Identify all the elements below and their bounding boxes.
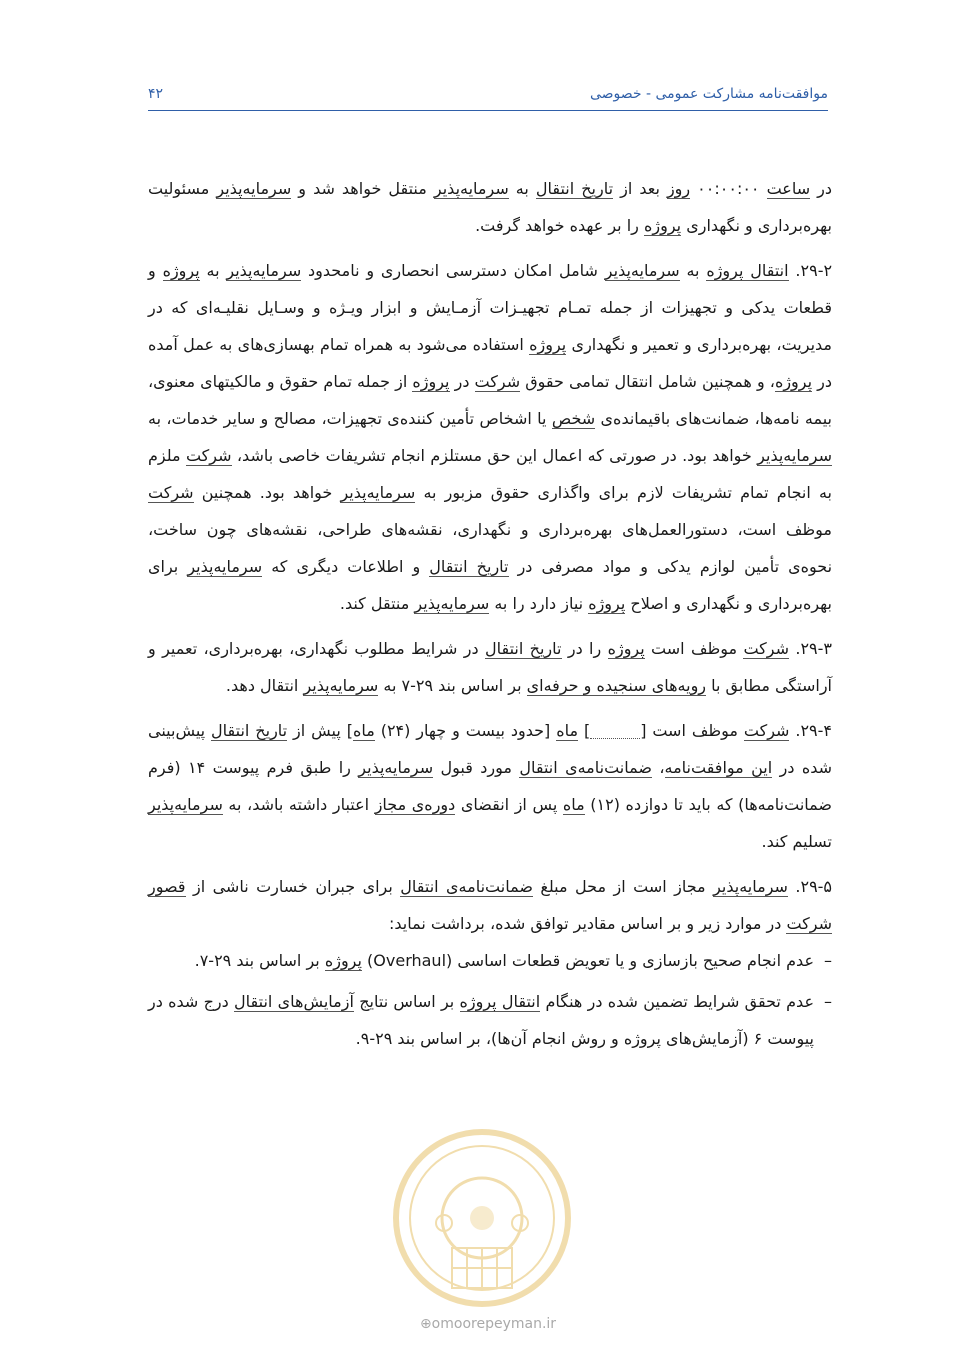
globe-icon: ⊕ [419, 1316, 432, 1332]
term-link: ماه [562, 795, 585, 814]
term-link: شرکت [185, 446, 232, 465]
intro-paragraph: در ساعت ۰۰:۰۰:۰۰ روز بعد از تاریخ انتقال به سرمایه‌پذیر منتقل خواهد شد و سرمایه‌پذیر مسئولیت بهره‌برداری و نگهداری پروژه را بر عهده خواهد گرفت. [148, 179, 833, 235]
term-link: پروژه [162, 261, 200, 280]
term-link: تاریخ انتقال [484, 639, 562, 658]
list-item: – عدم تحقق شرایط تضمین شده در هنگام انتقال پروژه بر اساس نتایج آزمایش‌های انتقال درج شده در پیوست ۶ (آزمایش‌های پروژه و روش انجام آن‌ها)، بر اساس بند ۲۹-۹. [148, 983, 832, 1057]
header-title: موافقت‌نامه مشارکت عمومی - خصوصی [589, 86, 828, 102]
term-link: رویه‌های سنجیده و حرفه‌ای [526, 676, 707, 695]
dash-bullet: – [824, 992, 832, 1011]
term-link: قصور شرکت [148, 877, 832, 933]
term-link: سرمایه‌پذیر [226, 261, 302, 280]
term-link: روز [666, 179, 691, 198]
watermark-seal-icon [392, 1128, 572, 1308]
bullet-list [148, 942, 832, 1057]
term-link: دوره‌ی مجاز [374, 795, 456, 814]
term-link: انتقال پروژه [459, 992, 541, 1011]
term-link: سرمایه‌پذیر [303, 676, 379, 695]
list-item: – عدم انجام صحیح بازسازی و یا تعویض قطعات اساسی (Overhaul) پروژه بر اساس بند ۲۹-۷. [148, 942, 832, 979]
term-link: شرکت [743, 721, 790, 740]
term-link: پروژه [529, 335, 567, 354]
watermark-site-url: ⊕omoorepeyman.ir [419, 1316, 557, 1332]
term-link: سرمایه‌پذیر [433, 179, 509, 198]
term-link: سرمایه‌پذیر [358, 758, 434, 777]
term-link: سرمایه‌پذیر [604, 261, 680, 280]
term-link: سرمایه‌پذیر [216, 179, 292, 198]
clause-29-2: ۲۹-۲. انتقال پروژه به سرمایه‌پذیر شامل امکان دسترسی انحصاری و نامحدود سرمایه‌پذیر به پروژه و قطعات یدکی و تجهیزات از جمله تمـام تجهیـزات آزمـایش و ابزار ویـژه و وسـایل نقلیـه‌ای که در مدیریت، بهره‌برداری و تعمیر و نگهداری پروژه استفاده می‌شود به همراه تمام بهسازی‌های به عمل آمده در پروژه، و همچنین شامل انتقال تمامی حقوق شرکت در پروژه از جمله تمام حقوق و مالکیتهای معنوی، بیمه نامه‌ها، ضمانت‌های باقیمانده‌ی شخص یا اشخاص تأمین کننده‌ی تجهیزات، مصالح و سایر خدمات، به سرمایه‌پذیر خواهد بود. در صورتی که اعمال این حق مستلزم انجام تشریفات خاصی باشد، شرکت ملزم به انجام تمام تشریفات لازم برای واگذاری حقوق مزبور به سرمایه‌پذیر خواهد بود. همچنین شرکت موظف است، دستورالعمل‌های بهره‌برداری و نگهداری، نقشه‌های طراحی، نقشه‌های چون ساخت، نحوه‌ی تأمین لوازم یدکی و مواد مصرفی در تاریخ انتقال و اطلاعات دیگری که سرمایه‌پذیر برای بهره‌برداری و نگهداری و اصلاح پروژه نیاز دارد را به سرمایه‌پذیر منتقل کند. [148, 261, 833, 613]
term-link: تاریخ انتقال [211, 721, 288, 740]
page-header [148, 84, 828, 111]
term-link: انتقال پروژه [706, 261, 789, 280]
clause-number: ۲۹-۳. [789, 639, 833, 658]
term-link: آزمایش‌های انتقال [234, 992, 354, 1011]
clause-29-4: ۲۹-۴. شرکت موظف است [] ماه [حدود بیست و چهار (۲۴) ماه] پیش از تاریخ انتقال پیش‌بینی شده در این موافقت‌نامه، ضمانت‌نامه‌ی انتقال مورد قبول سرمایه‌پذیر را طبق فرم پیوست ۱۴ (فرم ضمانت‌نامه‌ها) که باید تا دوازده (۱۲) ماه پس از انقضای دوره‌ی مجاز اعتبار داشته باشد، به سرمایه‌پذیر تسلیم کند. [148, 721, 833, 851]
term-link: پروژه [774, 372, 813, 391]
term-link: شرکت [743, 639, 790, 658]
document-body [148, 170, 832, 1061]
term-link: ماه [352, 721, 375, 740]
term-link: شرکت [148, 483, 194, 502]
clause-number: ۲۹-۴. [789, 721, 832, 740]
clause-number: ۲۹-۵. [787, 877, 833, 896]
term-link: سرمایه‌پذیر [414, 594, 490, 613]
term-link: سرمایه‌پذیر [713, 877, 788, 896]
clause-number: ۲۹-۲. [788, 261, 833, 280]
term-link: ماه [556, 721, 579, 740]
term-link: شرکت [474, 372, 521, 391]
term-link: این موافقت‌نامه [664, 758, 773, 777]
clause-29-5: ۲۹-۵. سرمایه‌پذیر مجاز است از محل مبلغ ضمانت‌نامه‌ی انتقال برای جبران خسارت ناشی از قصور شرکت در موارد زیر و بر اساس مقادیر توافق شده، برداشت نماید: [148, 877, 833, 933]
term-link: سرمایه‌پذیر [340, 483, 416, 502]
page-number: ۴۲ [148, 86, 164, 102]
dash-bullet: – [824, 951, 832, 970]
blank-field [590, 724, 640, 739]
term-link: پروژه [324, 951, 362, 970]
term-link: سرمایه‌پذیر [757, 446, 832, 465]
term-link: سرمایه‌پذیر [148, 795, 223, 814]
term-link: تاریخ انتقال [535, 179, 614, 198]
term-link: پروژه [588, 594, 626, 613]
term-link: ضمانت‌نامه‌ی انتقال [519, 758, 652, 777]
term-link: پروژه [607, 639, 645, 658]
term-link: شخص [551, 409, 596, 428]
term-link: پروژه [412, 372, 450, 391]
clause-29-3: ۲۹-۳. شرکت موظف است پروژه را در تاریخ انتقال در شرایط مطلوب نگهداری، بهره‌برداری، تعمیر و آراستگی مطابق با رویه‌های سنجیده و حرفه‌ای بر اساس بند ۲۹-۷ به سرمایه‌پذیر انتقال دهد. [148, 639, 833, 695]
term-link: سرمایه‌پذیر [187, 557, 263, 576]
term-link: ساعت [766, 179, 811, 198]
term-link: ضمانت‌نامه‌ی انتقال [400, 877, 533, 896]
term-link: پروژه [643, 216, 682, 235]
term-link: تاریخ انتقال [429, 557, 509, 576]
